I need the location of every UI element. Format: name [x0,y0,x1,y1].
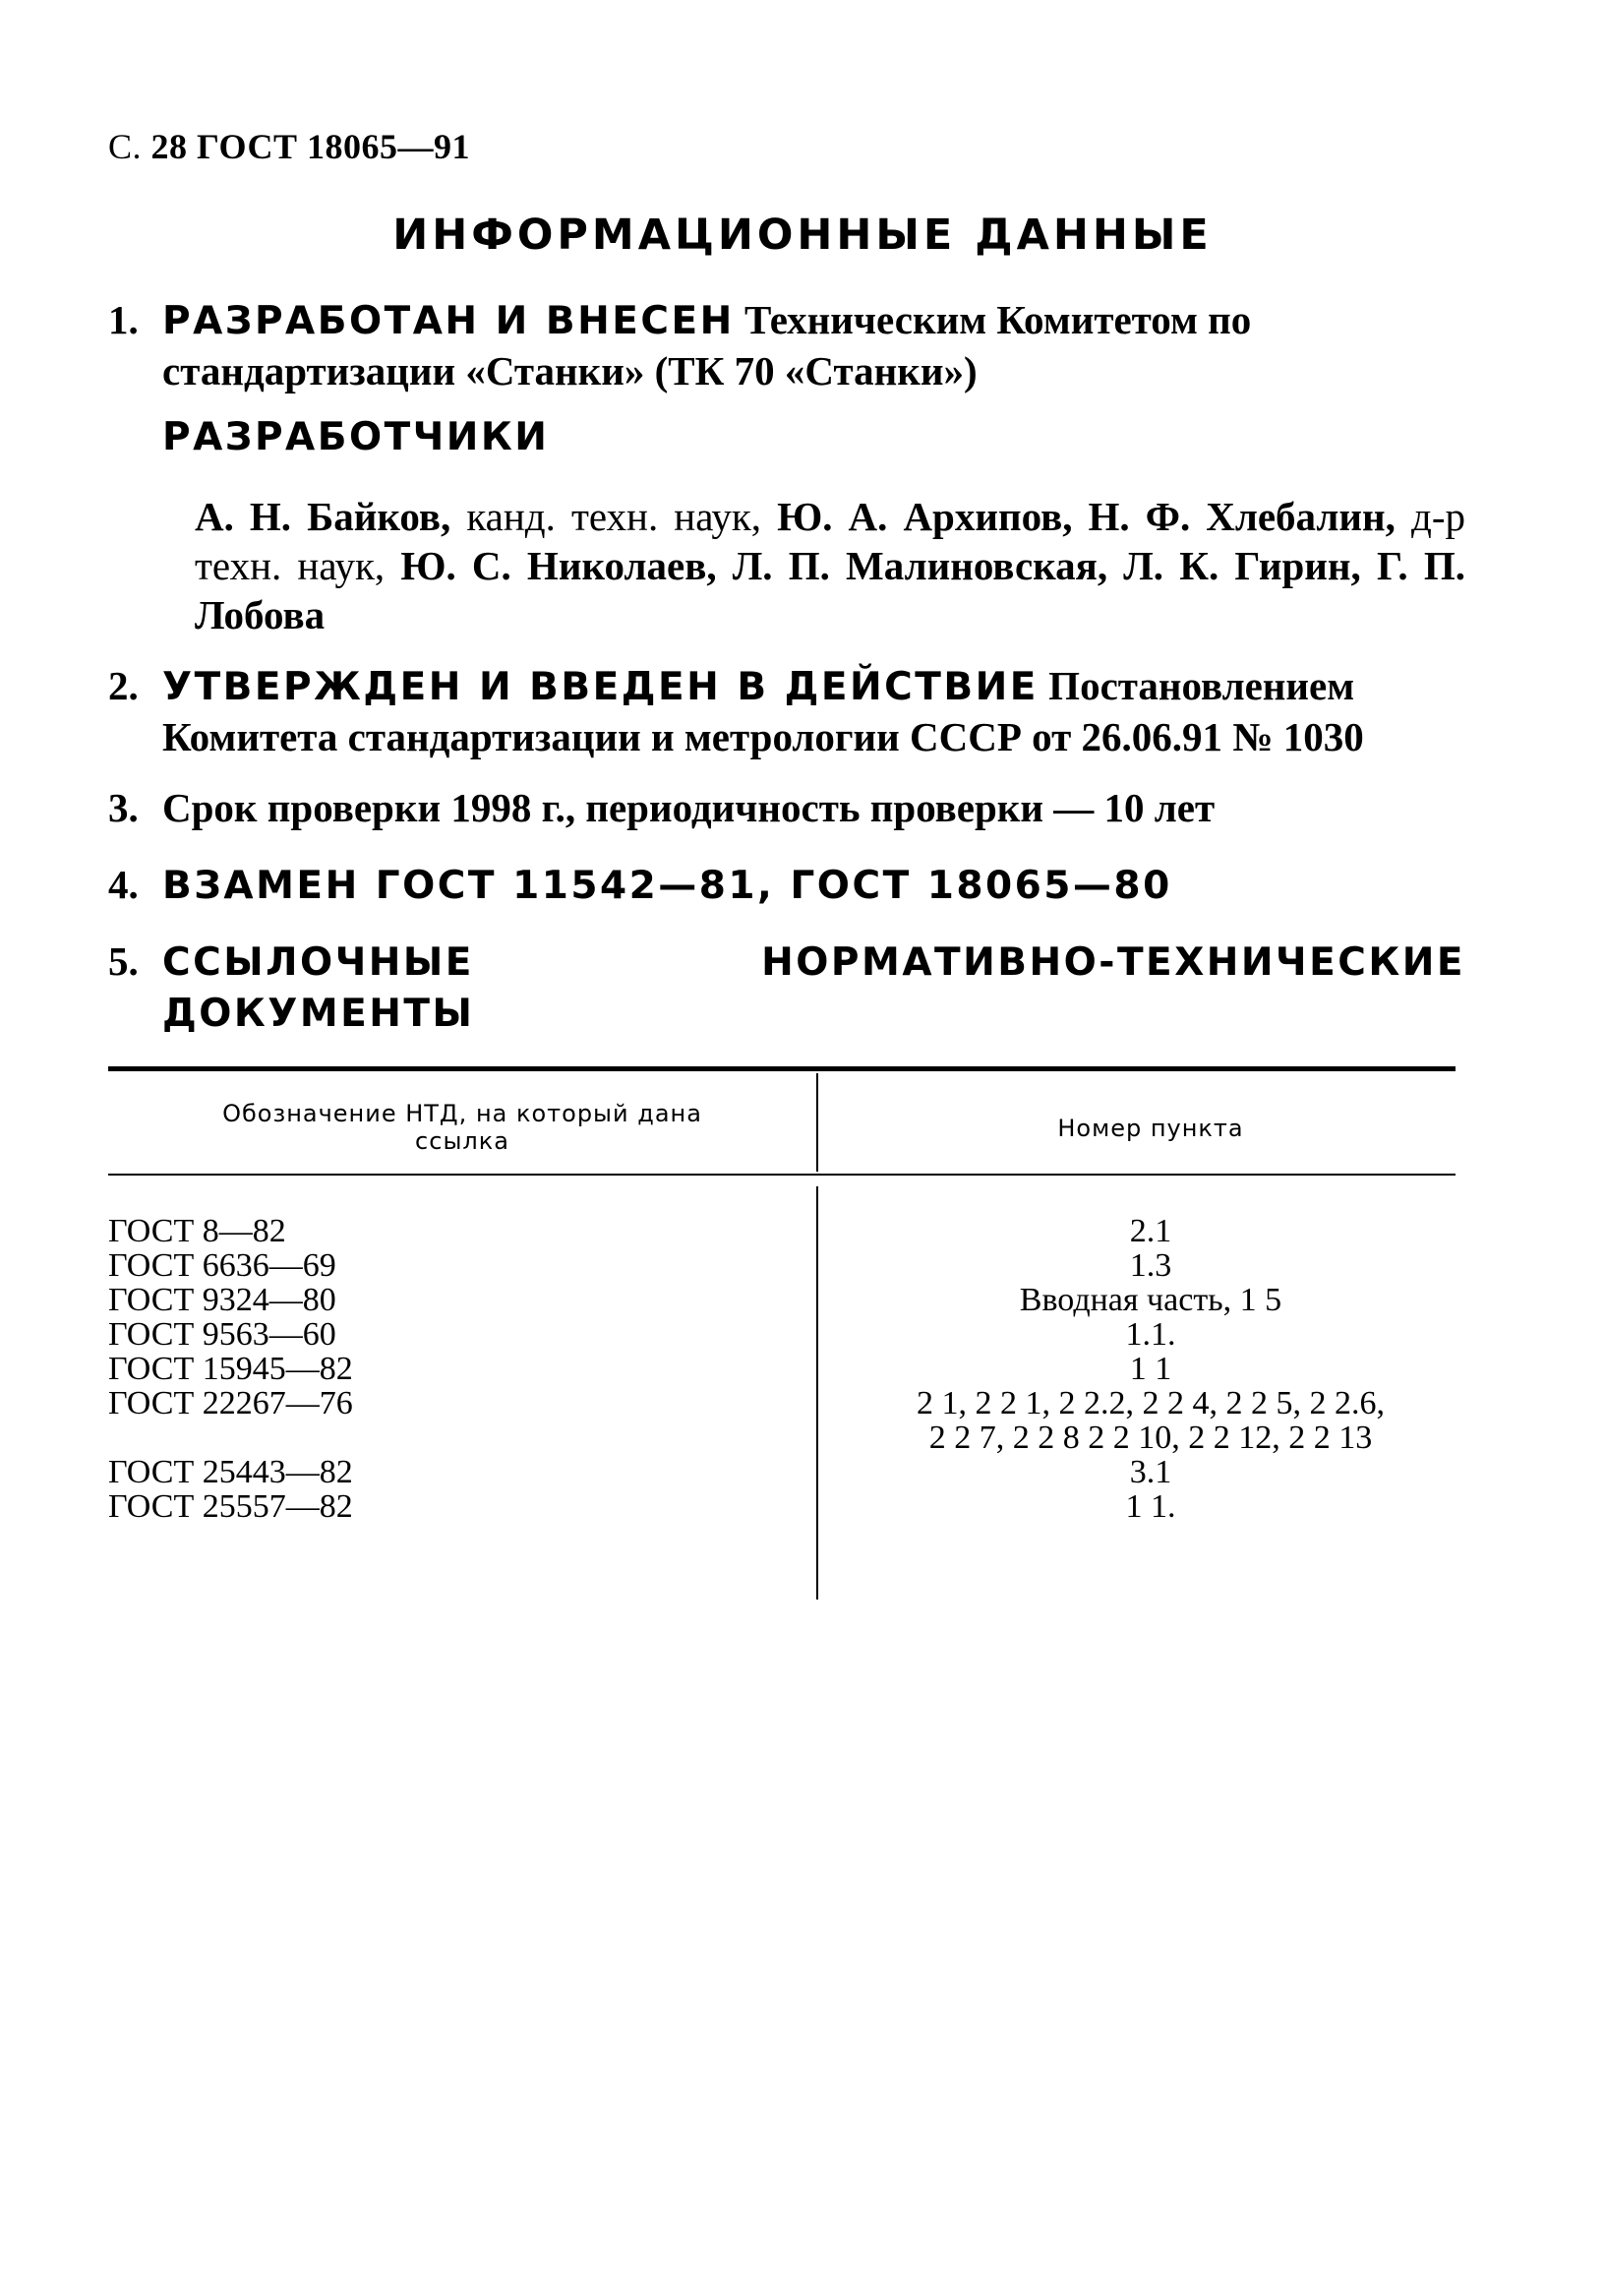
page-header [108,126,470,167]
table-cell-clause: 1 1. [1125,1488,1176,1525]
item-caps: ССЫЛОЧНЫЕ НОРМАТИВНО-ТЕХНИЧЕСКИЕ ДОКУМЕНТЫ [162,940,1465,1036]
table-documents-column [108,1214,797,1524]
table-cell-clause: 3.1 [1129,1454,1172,1490]
table-header-clause: Номер пункта [1057,1115,1244,1142]
developers-list [195,492,1465,639]
table-header-divider [816,1073,818,1172]
author-1: А. Н. Байков, [195,494,451,539]
info-item-2 [108,661,1465,761]
item-number: 4. [108,862,139,907]
info-item-1 [108,295,1465,395]
table-cell-clause: 2 1, 2 2 1, 2 2.2, 2 2 4, 2 2 5, 2 2.6, [917,1385,1385,1421]
table-cell-clause: 1.1. [1125,1316,1176,1353]
developers-heading: РАЗРАБОТЧИКИ [162,415,550,459]
table-cell-document: ГОСТ 6636—69 [108,1247,336,1284]
table-clauses-column [836,1214,1465,1524]
item-caps: УТВЕРЖДЕН И ВВЕДЕН В ДЕЙСТВИЕ [162,665,1039,709]
table-cell-document: ГОСТ 15945—82 [108,1351,353,1387]
info-item-3 [108,783,1465,832]
table-top-rule [108,1066,1456,1071]
author-1-degree: канд. техн. наук, [450,494,778,539]
table-cell-document: ГОСТ 9563—60 [108,1316,336,1353]
table-cell-clause: Вводная часть, 1 5 [1019,1282,1282,1318]
info-item-4 [108,860,1465,911]
table-header-rule [108,1174,1456,1176]
section-title: ИНФОРМАЦИОННЫЕ ДАННЫЕ [392,211,1213,260]
page-number-standard: 28 ГОСТ 18065—91 [150,127,470,166]
table-cell-document: ГОСТ 22267—76 [108,1385,353,1421]
table-cell-clause: 2 2 7, 2 2 8 2 2 10, 2 2 12, 2 2 13 [928,1420,1373,1456]
item-text: Срок проверки 1998 г., периодичность проверки — 10 лет [162,785,1216,830]
table-cell-document: ГОСТ 9324—80 [108,1282,336,1318]
table-cell-document: ГОСТ 8—82 [108,1213,286,1249]
table-cell-document [108,1420,797,1455]
page-prefix: С. [108,127,143,166]
table-header-document: Обозначение НТД, на который дана ссылка [222,1100,702,1155]
item-number: 1. [108,297,139,342]
item-number: 5. [108,938,139,984]
table-column-divider [816,1186,818,1600]
author-3: Ю. С. Николаев, Л. П. Малиновская, Л. К. Гирин, Г. П. Лобова [195,543,1465,637]
item-number: 3. [108,785,139,830]
author-2-degree: д-р техн. наук, [195,494,1465,588]
table-cell-clause: 2.1 [1129,1213,1172,1249]
table-cell-clause: 1.3 [1129,1247,1172,1284]
item-number: 2. [108,663,139,708]
item-text: Постановлением Комитета стандартизации и метрологии СССР от 26.06.91 № 1030 [162,663,1364,759]
item-text: Техническим Комитетом по стандартизации «Станки» (ТК 70 «Станки») [162,297,1252,393]
item-caps: РАЗРАБОТАН И ВНЕСЕН [162,299,735,343]
info-item-5 [108,937,1465,1039]
author-2: Ю. А. Архипов, Н. Ф. Хлебалин, [777,494,1396,539]
table-cell-document: ГОСТ 25443—82 [108,1454,353,1490]
item-caps: ВЗАМЕН ГОСТ 11542—81, ГОСТ 18065—80 [162,864,1172,908]
table-cell-document: ГОСТ 25557—82 [108,1488,353,1525]
table-cell-clause: 1 1 [1129,1351,1172,1387]
